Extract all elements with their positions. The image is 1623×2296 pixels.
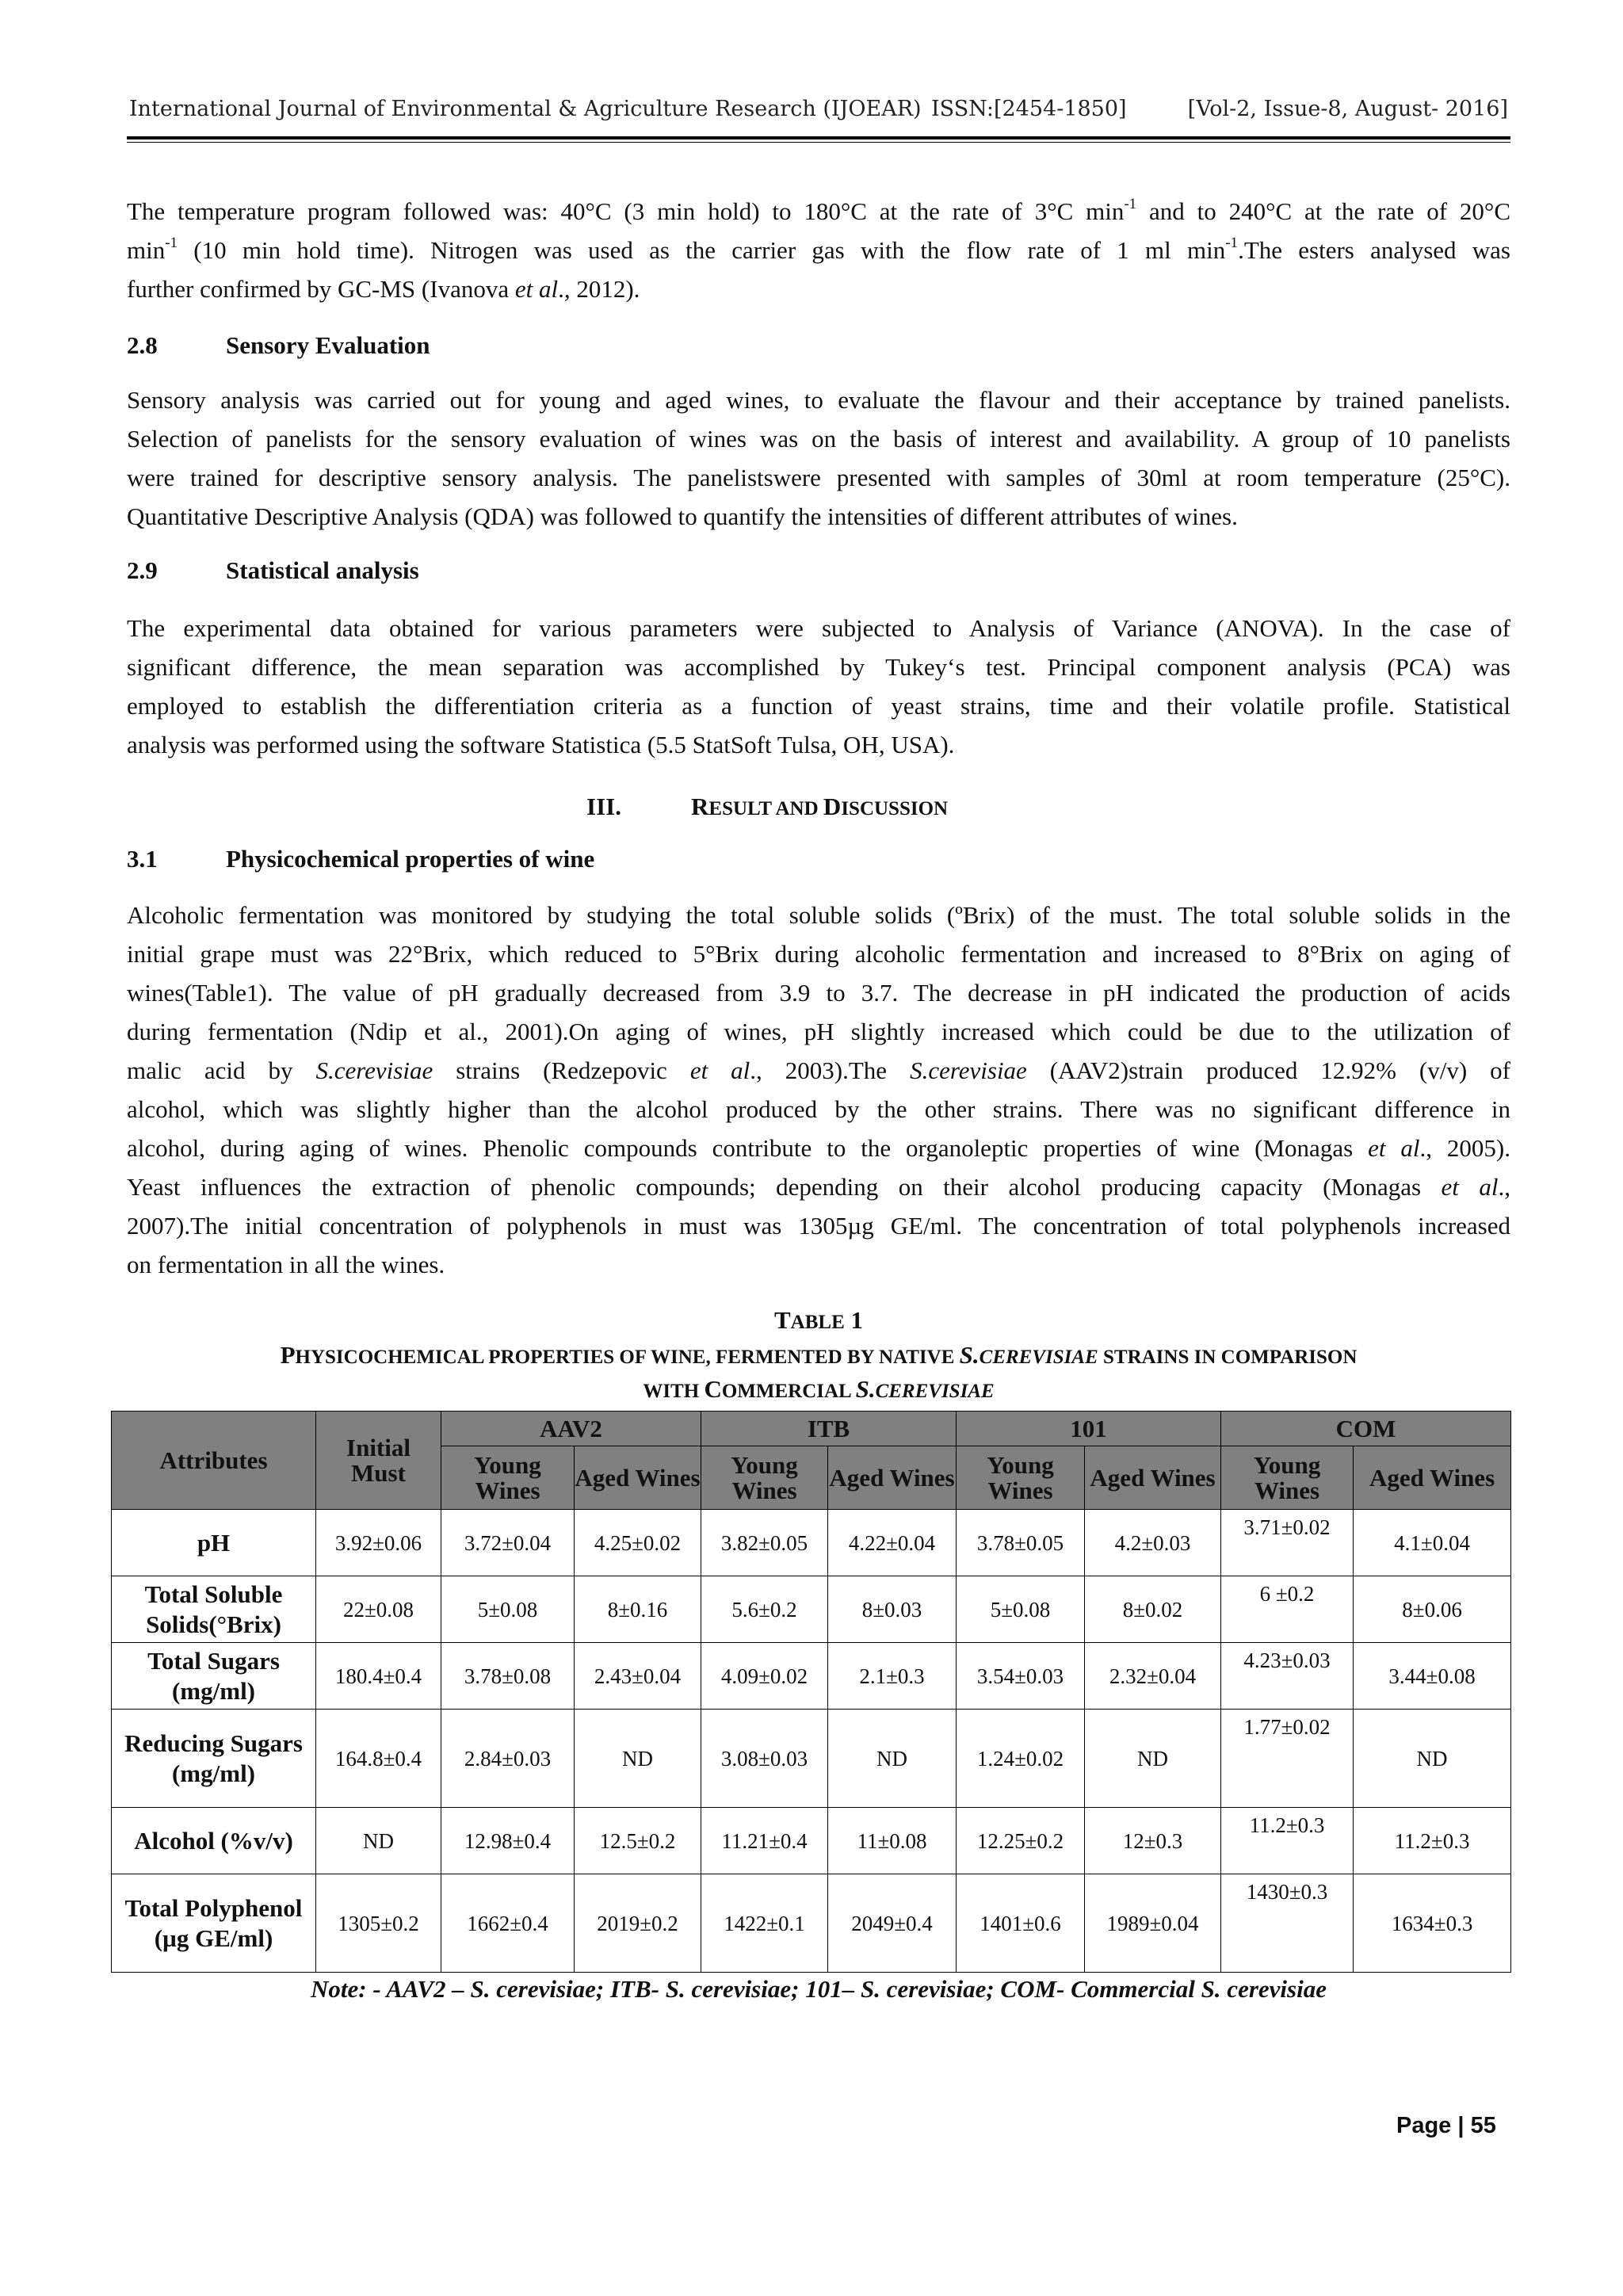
text-line: malic acid by S.cerevisiae strains (Redzepovic et al., 2003).The S.cerevisiae (AAV2)strain produced 12.92% (v/v) of [127,1056,1510,1084]
table-cell: 4.2±0.03 [1085,1510,1221,1576]
col-header-aged: Aged Wines [1085,1446,1221,1510]
text-line: significant difference, the mean separation was accomplished by Tukey‘s test. Principal component analysis (PCA) was [127,653,1510,681]
section-heading-iii: III. RESULT AND DISCUSSION [586,793,949,820]
col-header-group: 101 [957,1412,1221,1446]
table-row [112,1576,1511,1643]
table-row [112,1808,1511,1874]
table-cell: 11.2±0.3 [1221,1808,1354,1874]
table-note: Note: - AAV2 – S. cerevisiae; ITB- S. cerevisiae; 101– S. cerevisiae; COM- Commercial S. cerevisiae [311,1975,1327,2003]
table-cell: 4.1±0.04 [1354,1510,1511,1576]
running-header [129,97,1508,128]
row-label: Total Sugars (mg/ml) [112,1643,316,1710]
table-cell: 12.25±0.2 [957,1808,1085,1874]
col-header-young: Young Wines [957,1446,1085,1510]
col-header-young: Young Wines [441,1446,575,1510]
col-header-group: ITB [701,1412,957,1446]
page-number: Page | 55 [1396,2113,1496,2138]
table-cell: 4.23±0.03 [1221,1643,1354,1710]
table-cell: 1430±0.3 [1221,1874,1354,1973]
header-rule [127,136,1510,139]
table-cell: 8±0.16 [575,1576,701,1643]
table-cell: 5±0.08 [441,1576,575,1643]
table-cell: 11±0.08 [828,1808,957,1874]
table-cell: 3.72±0.04 [441,1510,575,1576]
table-cell: 2.32±0.04 [1085,1643,1221,1710]
table-cell: 11.21±0.4 [701,1808,828,1874]
table-row [112,1643,1511,1710]
col-header-attributes: Attributes [112,1412,316,1510]
table-cell: 3.78±0.05 [957,1510,1085,1576]
col-header-aged: Aged Wines [575,1446,701,1510]
col-header-aged: Aged Wines [828,1446,957,1510]
text-line: Sensory analysis was carried out for young and aged wines, to evaluate the flavour and their acceptance by trained panelists. [127,386,1510,414]
table-cell: 164.8±0.4 [316,1710,441,1808]
table-cell: 8±0.06 [1354,1576,1511,1643]
row-label: pH [112,1510,316,1576]
row-label: Reducing Sugars (mg/ml) [112,1710,316,1808]
paragraph-sensory [127,380,1510,536]
table-cell: 2019±0.2 [575,1874,701,1973]
text-line: on fermentation in all the wines. [127,1251,445,1278]
issn: ISSN:[2454-1850] [931,97,1127,121]
col-header-young: Young Wines [1221,1446,1354,1510]
text-line: alcohol, during aging of wines. Phenolic compounds contribute to the organoleptic properties of wine (Monagas et al., 2005). [127,1134,1510,1162]
table-cell: 2.43±0.04 [575,1643,701,1710]
paragraph-statistical [127,609,1510,764]
table-cell: 8±0.02 [1085,1576,1221,1643]
table-row [112,1510,1511,1576]
table-body [112,1510,1511,1973]
col-header-aged: Aged Wines [1354,1446,1511,1510]
col-header-young: Young Wines [701,1446,828,1510]
col-header-group: AAV2 [441,1412,701,1446]
text-line: wines(Table1). The value of pH gradually decreased from 3.9 to 3.7. The decrease in pH indicated the production of acids [127,979,1510,1007]
text-line: $\min^{-1} (10$ min hold time). Nitrogen was used as the carrier gas with the flow rate of 1 ml $\min^{-1}.The$ esters analysed was [127,234,1510,264]
table-cell: 1989±0.04 [1085,1874,1221,1973]
text-line: were trained for descriptive sensory analysis. The panelistswere presented with samples of 30ml at room temperature (25°C). [127,464,1510,491]
table-cell: ND [1354,1710,1511,1808]
table-cell: 3.82±0.05 [701,1510,828,1576]
table-cell: 3.08±0.03 [701,1710,828,1808]
table-cell: 3.92±0.06 [316,1510,441,1576]
table-physicochemical [111,1411,1511,1973]
table-cell: 1401±0.6 [957,1874,1085,1973]
text-line: initial grape must was 22°Brix, which reduced to 5°Brix during alcoholic fermentation and increased to 8°Brix on aging of [127,940,1510,968]
table-cell: 3.44±0.08 [1354,1643,1511,1710]
table-cell: 4.22±0.04 [828,1510,957,1576]
table-cell: ND [1085,1710,1221,1808]
text-line: further confirmed by GC-MS (Ivanova et al., 2012). [127,275,640,303]
row-label: Total Soluble Solids(°Brix) [112,1576,316,1643]
text-line: 2007).The initial concentration of polyphenols in must was 1305µg GE/ml. The concentration of total polyphenols increased [127,1212,1510,1240]
table-cell: 3.71±0.02 [1221,1510,1354,1576]
table-cell: ND [316,1808,441,1874]
table-cell: 180.4±0.4 [316,1643,441,1710]
table-cell: 12.98±0.4 [441,1808,575,1874]
table-cell: 2049±0.4 [828,1874,957,1973]
table-cell: ND [828,1710,957,1808]
text-line: employed to establish the differentiation criteria as a function of yeast strains, time and their volatile profile. Statistical [127,692,1510,720]
table-cell: 11.2±0.3 [1354,1808,1511,1874]
header-rule-thin [127,142,1510,143]
text-line: alcohol, which was slightly higher than the alcohol produced by the other strains. There was no significant difference in [127,1095,1510,1123]
table-cell: 3.78±0.08 [441,1643,575,1710]
table-caption-label: TABLE 1 [773,1306,864,1334]
table-cell: 4.25±0.02 [575,1510,701,1576]
table-row [112,1874,1511,1973]
row-label: Alcohol (%v/v) [112,1808,316,1874]
col-header-group: COM [1221,1412,1511,1446]
section-heading-3-1: 3.1 Physicochemical properties of wine [127,845,595,873]
table-cell: 1.77±0.02 [1221,1710,1354,1808]
col-header-initial-must: Initial Must [316,1412,441,1510]
text-line: The experimental data obtained for various parameters were subjected to Analysis of Variance (ANOVA). In the case of [127,614,1510,642]
table-cell: 5.6±0.2 [701,1576,828,1643]
table-cell: 12±0.3 [1085,1808,1221,1874]
table-cell: 1422±0.1 [701,1874,828,1973]
table-cell: 22±0.08 [316,1576,441,1643]
table-cell: 1662±0.4 [441,1874,575,1973]
table-cell: 2.84±0.03 [441,1710,575,1808]
paragraph-temperature-program [127,192,1510,308]
table-cell: 1305±0.2 [316,1874,441,1973]
table-cell: 6 ±0.2 [1221,1576,1354,1643]
table-header-row [112,1412,1511,1446]
table-cell: 8±0.03 [828,1576,957,1643]
text-line: Selection of panelists for the sensory evaluation of wines was on the basis of interest and availability. A group of 10 panelists [127,425,1510,453]
text-line: analysis was performed using the software Statistica (5.5 StatSoft Tulsa, OH, USA). [127,731,955,758]
text-line: during fermentation (Ndip et al., 2001).On aging of wines, pH slightly increased which could be due to the utilization of [127,1018,1510,1045]
table-caption-title-cont: WITH COMMERCIAL S.CEREVISIAE [643,1375,995,1403]
section-heading-2-8: 2.8 Sensory Evaluation [127,331,430,359]
table-cell: 2.1±0.3 [828,1643,957,1710]
table-cell: 4.09±0.02 [701,1643,828,1710]
text-line: Alcoholic fermentation was monitored by studying the total soluble solids (ºBrix) of the must. The total soluble solids in the [127,901,1510,929]
table-row [112,1710,1511,1808]
table-cell: ND [575,1710,701,1808]
table-cell: 1.24±0.02 [957,1710,1085,1808]
text-line: Quantitative Descriptive Analysis (QDA) was followed to quantify the intensities of different attributes of wines. [127,502,1238,530]
journal-name: International Journal of Environmental & Agriculture Research (IJOEAR) [129,97,922,121]
table-caption-title: PHYSICOCHEMICAL PROPERTIES OF WINE, FERMENTED BY NATIVE S.CEREVISIAE STRAINS IN COMPARISON [280,1341,1358,1369]
table-cell: 1634±0.3 [1354,1874,1511,1973]
table-cell: 3.54±0.03 [957,1643,1085,1710]
text-line: Yeast influences the extraction of phenolic compounds; depending on their alcohol producing capacity (Monagas et al., [127,1173,1510,1201]
section-heading-2-9: 2.9 Statistical analysis [127,556,419,584]
table-cell: 5±0.08 [957,1576,1085,1643]
table-cell: 12.5±0.2 [575,1808,701,1874]
text-line: The temperature program followed was: 40°C (3 min hold) to 180°C at the rate of 3°C $\min^{-1}$ and to 240°C at the rate of 20°C [127,195,1510,225]
volume-issue: [Vol-2, Issue-8, August- 2016] [1187,97,1508,121]
row-label: Total Polyphenol (µg GE/ml) [112,1874,316,1973]
paragraph-physicochemical [127,896,1510,1284]
